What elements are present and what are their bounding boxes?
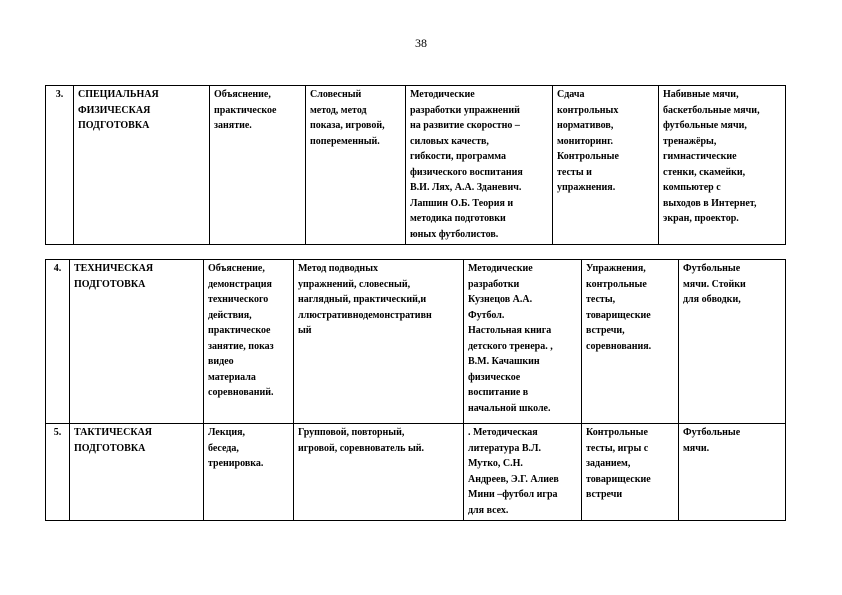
plan-table-part-1 <box>45 85 786 245</box>
control-cell: Контрольные тесты, игры с заданием, товарищеские встречи <box>582 424 679 521</box>
equipment-cell: Футбольные мячи. Стойки для обводки, <box>679 260 786 424</box>
section-title: ТЕХНИЧЕСКАЯ ПОДГОТОВКА <box>70 260 204 424</box>
literature-cell: . Методическая литература В.Л. Мутко, С.Н. Андреев, Э.Г. Алиев Мини –футбол игра для всех. <box>464 424 582 521</box>
methods-cell: Метод подводных упражнений, словесный, наглядный, практический,и ллюстративнодемонстративн ый <box>294 260 464 424</box>
row-number: 4. <box>46 260 70 424</box>
forms-cell: Объяснение, демонстрация технического действия, практическое занятие, показ видео материала соревнований. <box>204 260 294 424</box>
methods-cell: Словесный метод, метод показа, игровой, попеременный. <box>306 86 406 245</box>
table-row <box>46 424 786 521</box>
control-cell: Упражнения, контрольные тесты, товарищеские встречи, соревнования. <box>582 260 679 424</box>
forms-cell: Лекция, беседа, тренировка. <box>204 424 294 521</box>
page-number: 38 <box>415 36 427 50</box>
section-title: СПЕЦИАЛЬНАЯ ФИЗИЧЕСКАЯ ПОДГОТОВКА <box>74 86 210 245</box>
table-row <box>46 86 786 245</box>
literature-cell: Методические разработки Кузнецов А.А. Футбол. Настольная книга детского тренера. , В.М. Качашкин физическое воспитание в начальной школе. <box>464 260 582 424</box>
row-number: 5. <box>46 424 70 521</box>
plan-table-part-3 <box>45 423 786 521</box>
row-number: 3. <box>46 86 74 245</box>
plan-table-part-2 <box>45 259 786 424</box>
equipment-cell: Футбольные мячи. <box>679 424 786 521</box>
table-row <box>46 260 786 424</box>
equipment-cell: Набивные мячи, баскетбольные мячи, футбольные мячи, тренажёры, гимнастические стенки, скамейки, компьютер с выходов в Интернет, экран, проектор. <box>659 86 786 245</box>
forms-cell: Объяснение, практическое занятие. <box>210 86 306 245</box>
methods-cell: Групповой, повторный, игровой, соревнователь ый. <box>294 424 464 521</box>
control-cell: Сдача контрольных нормативов, мониторинг. Контрольные тесты и упражнения. <box>553 86 659 245</box>
literature-cell: Методические разработки упражнений на развитие скоростно – силовых качеств, гибкости, программа физического воспитания В.И. Лях, А.А. Зданевич. Лапшин О.Б. Теория и методика подготовки юных футболистов. <box>406 86 553 245</box>
section-title: ТАКТИЧЕСКАЯ ПОДГОТОВКА <box>70 424 204 521</box>
